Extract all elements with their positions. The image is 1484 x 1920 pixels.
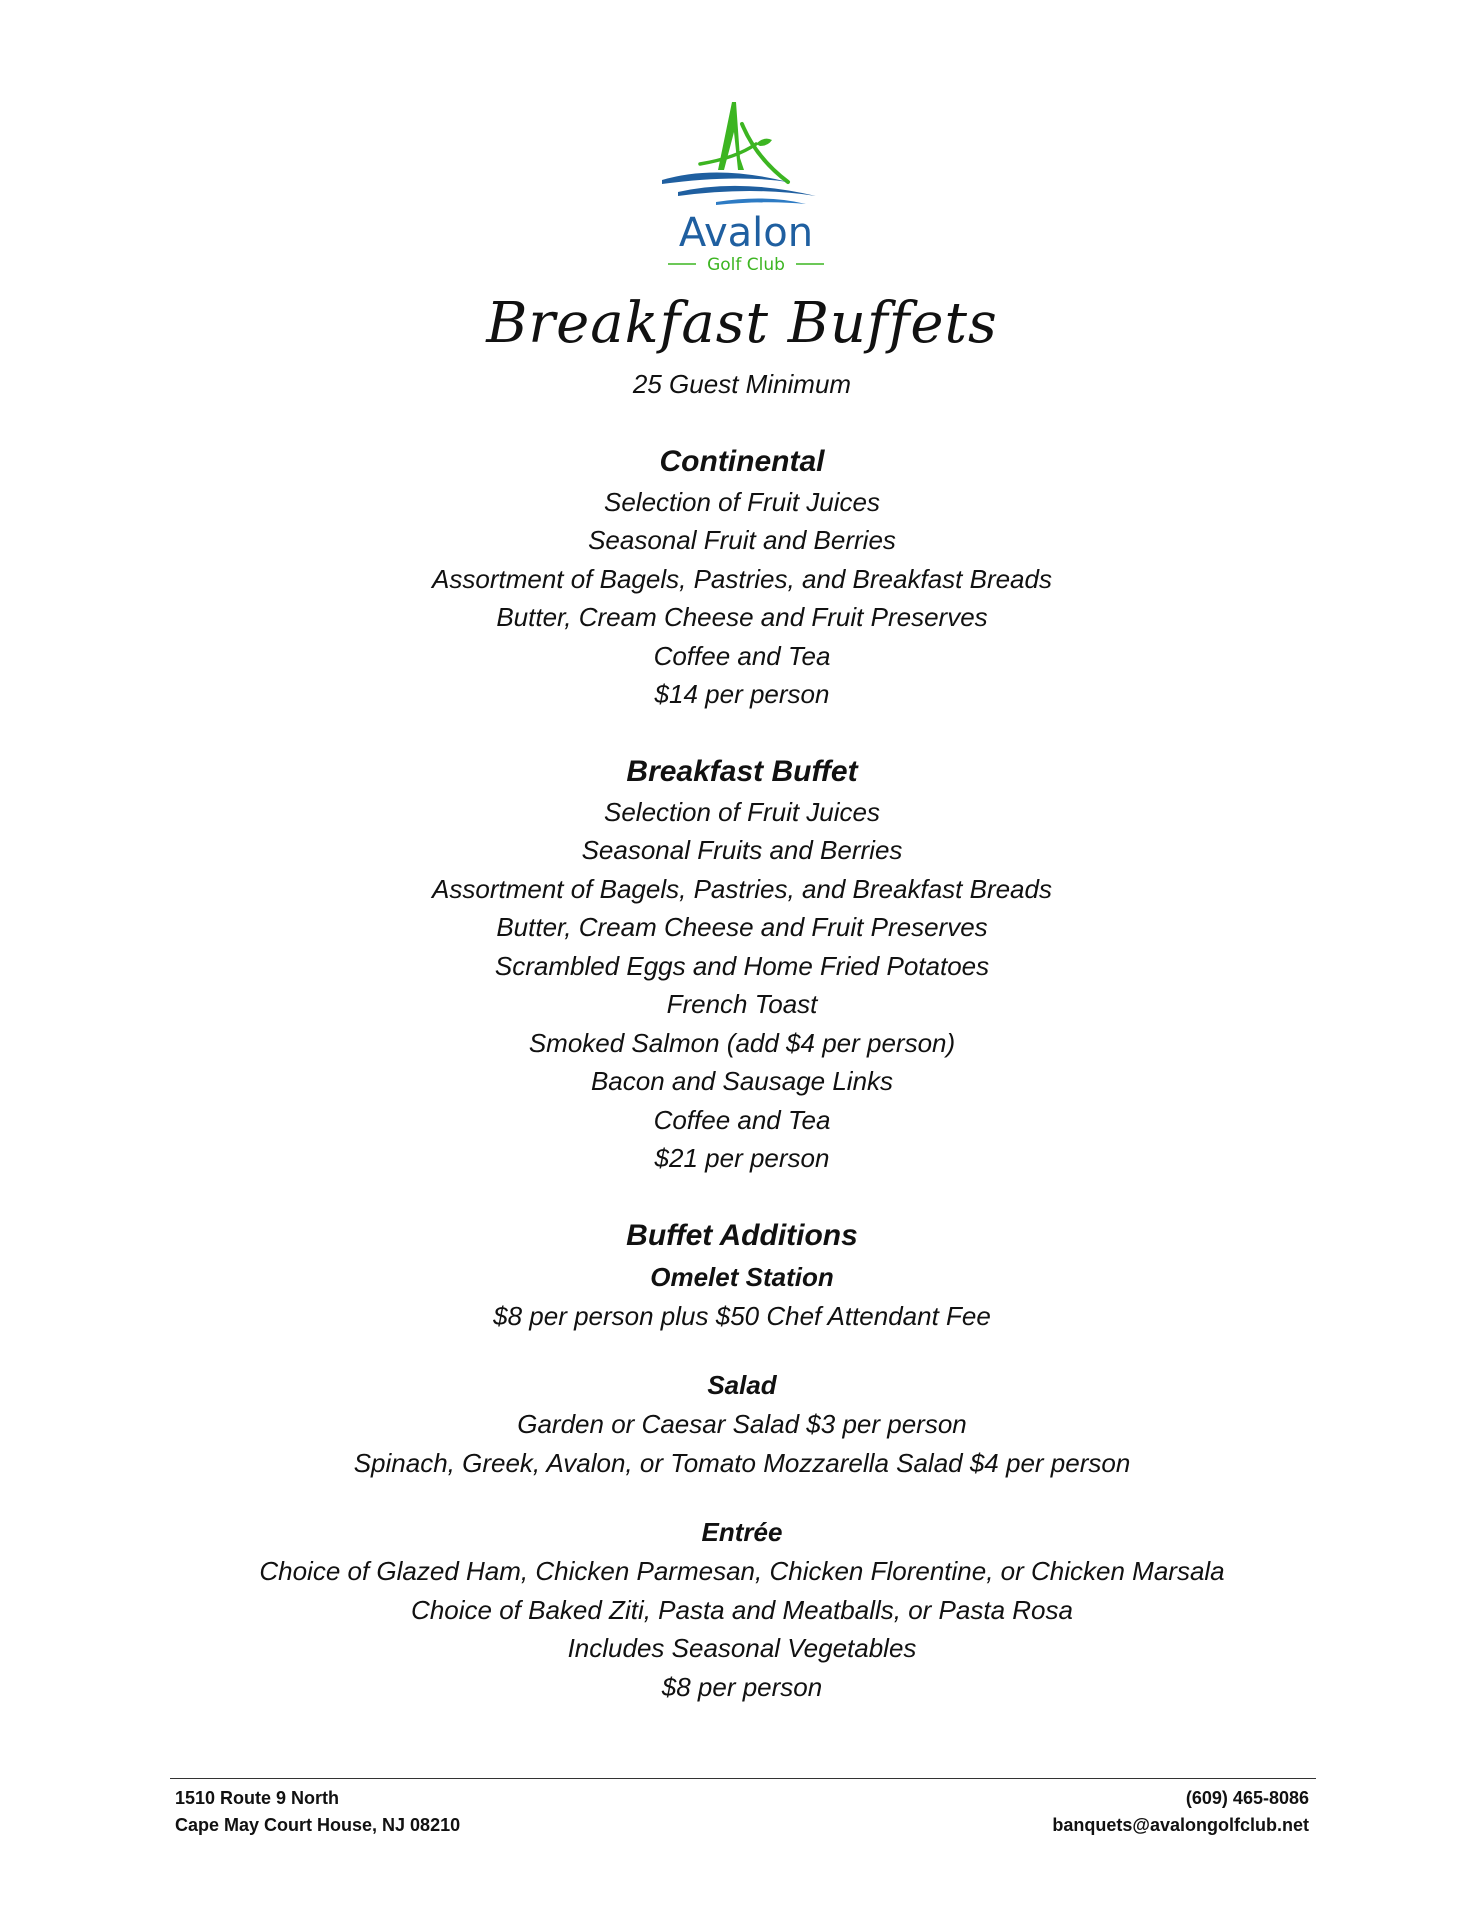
email-address[interactable]: banquets@avalongolfclub.net	[1052, 1815, 1309, 1835]
footer-divider	[170, 1778, 1316, 1779]
menu-item: Seasonal Fruit and Berries	[588, 525, 896, 555]
price-continental: $14 per person	[654, 679, 830, 709]
logo-wave-1	[662, 172, 788, 184]
subsection-title-entree: Entrée	[701, 1517, 783, 1547]
section-title-breakfast-buffet: Breakfast Buffet	[626, 754, 858, 788]
menu-item: Coffee and Tea	[653, 1104, 831, 1135]
menu-item: Selection of Fruit Juices	[603, 796, 880, 827]
menu-item: Assortment of Bagels, Pastries, and Breakfast Breads	[432, 563, 1052, 594]
logo-golf-club-head	[756, 139, 772, 146]
price-entree: $8 per person	[661, 1671, 823, 1702]
footer-address	[175, 1785, 460, 1839]
subsection-title-salad: Salad	[707, 1370, 777, 1400]
logo-wave-3	[716, 198, 806, 205]
menu-item: Spinach, Greek, Avalon, or Tomato Mozzarella Salad $4 per person	[353, 1447, 1131, 1478]
menu-item: Choice of Baked Ziti, Pasta and Meatballs, or Pasta Rosa	[411, 1594, 1073, 1625]
menu-item: Garden or Caesar Salad $3 per person	[517, 1409, 967, 1439]
menu-item: Butter, Cream Cheese and Fruit Preserves	[496, 912, 988, 942]
menu-item: Coffee and Tea	[653, 640, 831, 671]
logo-subtitle: Golf Club	[707, 255, 785, 275]
subsection-title-omelet-station: Omelet Station	[650, 1261, 834, 1292]
avalon-golf-club-logo	[656, 98, 832, 278]
menu-item: Butter, Cream Cheese and Fruit Preserves	[496, 602, 988, 632]
menu-content	[0, 365, 1484, 1706]
section-title-buffet-additions: Buffet Additions	[626, 1218, 858, 1252]
page-title: Breakfast Buffets	[486, 291, 998, 356]
menu-item: Smoked Salmon (add $4 per person)	[528, 1027, 956, 1058]
logo-graphic	[656, 98, 832, 278]
menu-item: French Toast	[666, 989, 818, 1019]
spacer	[0, 1335, 1484, 1365]
price-breakfast-buffet: $21 per person	[654, 1143, 830, 1173]
logo-wave-2	[678, 186, 816, 196]
menu-item: Scrambled Eggs and Home Fried Potatoes	[494, 950, 990, 981]
menu-item: Includes Seasonal Vegetables	[567, 1633, 917, 1663]
guest-minimum: 25 Guest Minimum	[632, 369, 852, 399]
spacer	[0, 714, 1484, 751]
menu-item: Choice of Glazed Ham, Chicken Parmesan, Chicken Florentine, or Chicken Marsala	[259, 1556, 1225, 1586]
phone-number: (609) 465-8086	[1185, 1788, 1309, 1808]
logo-wordmark: Avalon	[678, 210, 814, 256]
section-title-continental: Continental	[659, 444, 825, 478]
spacer	[0, 1178, 1484, 1215]
logo-swoosh-green	[742, 124, 788, 182]
spacer	[0, 404, 1484, 441]
address-line-1: 1510 Route 9 North	[175, 1788, 340, 1808]
footer-contact	[1052, 1785, 1309, 1839]
menu-item: Selection of Fruit Juices	[603, 486, 880, 517]
menu-item: Bacon and Sausage Links	[590, 1066, 894, 1096]
menu-item: $8 per person plus $50 Chef Attendant Fee	[493, 1300, 991, 1331]
menu-item: Assortment of Bagels, Pastries, and Breakfast Breads	[432, 873, 1052, 904]
menu-item: Seasonal Fruits and Berries	[581, 835, 903, 865]
address-line-2: Cape May Court House, NJ 08210	[175, 1815, 461, 1835]
spacer	[0, 1482, 1484, 1512]
